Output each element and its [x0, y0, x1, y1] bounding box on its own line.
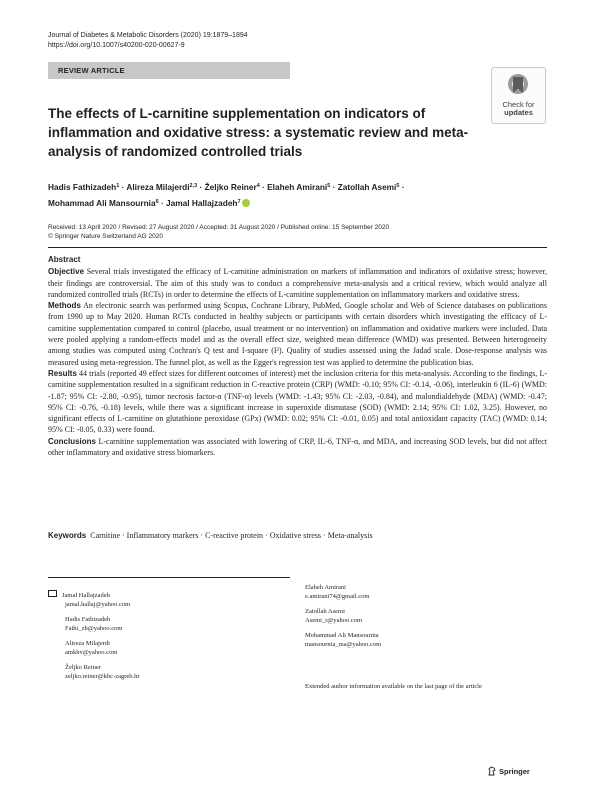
affiliation-mark: 1 — [116, 183, 120, 189]
results-label: Results — [48, 368, 77, 378]
article-type-label: REVIEW ARTICLE — [58, 66, 125, 75]
contact-name: Alireza Milajerdi — [65, 640, 110, 647]
abstract-methods — [48, 300, 547, 368]
publication-dates — [48, 223, 389, 241]
contacts-right — [305, 583, 381, 655]
contact-entry — [48, 590, 140, 609]
publisher-logo — [487, 766, 530, 776]
envelope-icon — [48, 590, 57, 597]
contacts-left — [48, 590, 140, 687]
author-list: Hadis Fathizadeh$^1$ · Alireza Milajerdi$^{2,3}$ · Željko Reiner$^4$ · Elaheh Amirani$^5$ · Zatollah Asemi$^5$ · Mohammad Ali Mansournia$^6$ · Jamal Hallajzadeh$^7$ — [48, 182, 405, 208]
affiliation-mark: 4 — [256, 183, 260, 189]
author-name[interactable]: Alireza Milajerdi — [126, 182, 190, 192]
author-name[interactable]: Jamal Hallajzadeh — [166, 198, 238, 208]
author-name[interactable]: Zatollah Asemi — [337, 182, 397, 192]
check-for-updates-badge[interactable] — [491, 67, 546, 124]
affiliation-mark: 7 — [237, 199, 241, 205]
orcid-icon[interactable] — [242, 199, 250, 207]
contact-entry — [48, 615, 140, 633]
affiliation-mark: 2,3 — [189, 183, 198, 189]
abstract-objective — [48, 266, 547, 300]
extended-author-info: Extended author information available on the last page of the article — [305, 683, 482, 690]
author-name[interactable]: Hadis Fathizadeh — [48, 182, 117, 192]
contact-entry — [305, 631, 381, 649]
author-name[interactable]: Elaheh Amirani — [267, 182, 328, 192]
divider — [48, 247, 547, 248]
methods-label: Methods — [48, 301, 81, 311]
abstract-conclusions — [48, 436, 547, 459]
journal-citation: Journal of Diabetes & Metabolic Disorders (2020) 19:1879–1894 — [48, 32, 248, 39]
affiliation-mark: 5 — [396, 183, 400, 189]
contact-email[interactable]: zeljko.reiner@kbc-zagreb.hr — [65, 673, 140, 680]
affiliation-mark: 6 — [155, 199, 159, 205]
author-name[interactable]: Željko Reiner — [204, 182, 257, 192]
article-type-banner — [48, 62, 290, 79]
contact-name: Mohammad Ali Mansournia — [305, 632, 379, 639]
date-history: Received: 13 April 2020 / Revised: 27 August 2020 / Accepted: 31 August 2020 / Published online: 15 September 2020 — [48, 224, 390, 231]
affiliation-mark: 5 — [327, 183, 331, 189]
journal-header — [48, 31, 248, 51]
doi-link[interactable]: https://doi.org/10.1007/s40200-020-00627-9 — [48, 42, 185, 49]
contact-email[interactable]: Fathi_zh@yahoo.com — [65, 625, 123, 632]
author-name[interactable]: Mohammad Ali Mansournia — [48, 198, 156, 208]
keywords-label: Keywords — [48, 531, 87, 540]
contact-name: Hadis Fathizadeh — [65, 616, 111, 623]
abstract-results — [48, 368, 547, 436]
footnote-divider — [48, 577, 290, 578]
abstract-heading: Abstract — [48, 255, 81, 264]
results-text: 44 trials (reported 49 effect sizes for different outcomes of interest) met the inclusion criteria for this meta-analysis. According to the findings, L-carnitine supplementation resulted in a significant reduction in C-reactive protein (CRP) (WMD: -0.10; 95% CI: -0.14, -0.06), interleukin 6 (IL-6) (WMD: -1.87; 95% CI: -2.80, -0.95), tumor necrosis factor-α (TNF-α) levels (WMD: -1.43; 95% CI: -2.03, -0.84), and malondialdehyde (MDA) (WMD: -0.47; 95% CI: -0.76, -0.18) levels, while there was a significant increase in superoxide dismutase (SOD) (WMD: 2.14; 95% CI: 1.02, 3.25). However, no significant effects of L-carnitine on glutathione peroxidase (GPx) (WMD: 0.02; 95% CI: -0.01, 0.05) and total antioxidant capacity (TAC) (WMD: 0.14; 95% CI: -0.05, 0.33) were found. — [48, 368, 547, 435]
contact-email[interactable]: e.amirani74@gmail.com — [305, 593, 370, 600]
copyright-notice: © Springer Nature Switzerland AG 2020 — [48, 233, 163, 240]
check-label-line1: Check for — [502, 100, 535, 109]
contact-entry — [48, 663, 140, 681]
conclusions-label: Conclusions — [48, 436, 97, 446]
contact-name: Željko Reiner — [65, 664, 101, 671]
contact-email[interactable]: mansournia_ma@yahoo.com — [305, 641, 382, 648]
objective-label: Objective — [48, 267, 85, 277]
contact-name: Zatollah Asemi — [305, 608, 345, 615]
conclusions-text: L-carnitine supplementation was associated with lowering of CRP, IL-6, TNF-α, and MDA, and increasing SOD levels, but did not affect other inflammatory and oxidative stress biomarkers. — [48, 436, 547, 458]
contact-entry — [305, 583, 381, 601]
bookmark-icon — [507, 73, 529, 99]
contact-email[interactable]: Asemi_r@yahoo.com — [305, 617, 363, 624]
methods-text: An electronic search was performed using Scopus, Cochrane Library, PubMed, Google scholar and Web of Science databases on publications from 1990 up to May 2020. Human RCTs conducted in healthy subjects or participants with certain disorders which investigating the efficacy of L-carnitine supplementation compared to control (placebo, usual treatment or no intervention) on inflammation and oxidative markers were included. Data were pooled applying a random-effects model and as the overall effect size, weighted mean difference (WMD) was presented. Between heterogeneity among studies was computed using Cochran's Q test and I-square (I²). Quality of studies assessed using the Jadad scale. Dose-response analysis was measured using meta-regression. The funnel plot, as well as the Egger's regression test was applied to determine the publication bias. — [48, 301, 548, 367]
abstract-section — [48, 254, 547, 458]
keywords — [48, 530, 547, 541]
publisher-name: Springer — [499, 767, 530, 776]
contact-entry — [48, 639, 140, 657]
contact-entry — [305, 607, 381, 625]
contact-name: Elaheh Amirani — [305, 584, 346, 591]
springer-horse-icon — [487, 766, 497, 776]
check-label-line2: updates — [504, 108, 533, 117]
contact-email[interactable]: amkhv@yahoo.com — [65, 649, 118, 656]
contact-name: Jamal Hallajzadeh — [62, 592, 110, 599]
contact-email[interactable]: jamal.hallaj@yahoo.com — [65, 601, 131, 608]
objective-text: Several trials investigated the efficacy of L-carnitine administration on markers of inflammation and indicators of oxidative stress; however, their findings are controversial. The aim of this study was to conduct a comprehensive meta-analysis and a critical review, which would analyze all randomized controlled trials (RCTs) in order to determine the effects of L-carnitine supplementation on inflammatory markers and oxidative stress. — [48, 267, 547, 299]
keywords-text: Carnitine · Inflammatory markers · C-reactive protein · Oxidative stress · Meta-analysis — [90, 531, 373, 540]
article-title: The effects of L-carnitine supplementation on indicators of inflammation and oxidative stress: a systematic review and meta-analysis of randomized controlled trials — [48, 106, 469, 159]
